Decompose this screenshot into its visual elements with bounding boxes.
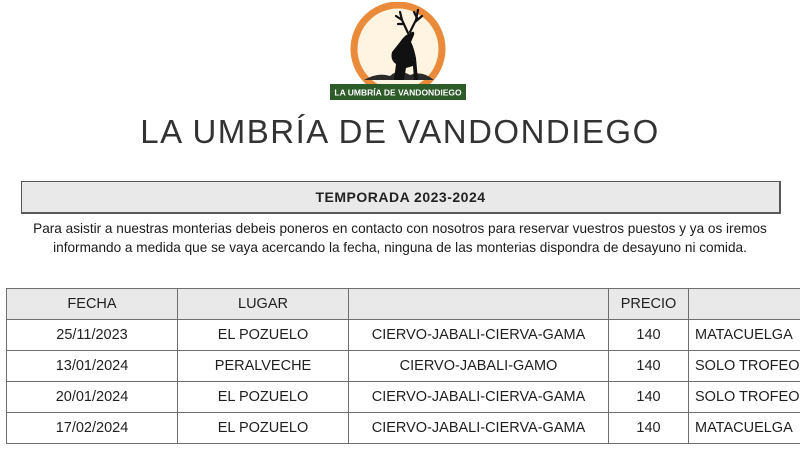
hunt-schedule-table <box>6 288 800 444</box>
logo-graphic <box>318 2 478 106</box>
cell-lugar: EL POZUELO <box>178 320 349 351</box>
table-row <box>7 351 800 382</box>
cell-fecha: 13/01/2024 <box>7 351 178 382</box>
logo-band-text: LA UMBRÍA DE VANDONDIEGO <box>334 87 462 98</box>
table-row <box>7 382 800 413</box>
cell-fecha: 17/02/2024 <box>7 413 178 444</box>
season-label: TEMPORADA 2023-2024 <box>315 189 486 205</box>
cell-fecha: 20/01/2024 <box>7 382 178 413</box>
cell-lugar: EL POZUELO <box>178 382 349 413</box>
cell-type: MATACUELGA <box>689 413 800 444</box>
header-lugar: LUGAR <box>178 289 349 320</box>
cell-species: CIERVO-JABALI-CIERVA-GAMA <box>349 382 609 413</box>
cell-lugar: PERALVECHE <box>178 351 349 382</box>
cell-lugar: EL POZUELO <box>178 413 349 444</box>
cell-precio: 140 <box>609 382 689 413</box>
cell-type: MATACUELGA <box>689 320 800 351</box>
cell-precio: 140 <box>609 320 689 351</box>
logo <box>318 2 478 106</box>
cell-species: CIERVO-JABALI-CIERVA-GAMA <box>349 320 609 351</box>
season-banner <box>21 181 781 214</box>
table-row <box>7 413 800 444</box>
cell-type: SOLO TROFEO <box>689 382 800 413</box>
cell-species: CIERVO-JABALI-GAMO <box>349 351 609 382</box>
cell-species: CIERVO-JABALI-CIERVA-GAMA <box>349 413 609 444</box>
cell-fecha: 25/11/2023 <box>7 320 178 351</box>
cell-precio: 140 <box>609 413 689 444</box>
page-title: LA UMBRÍA DE VANDONDIEGO <box>140 113 660 150</box>
header-precio: PRECIO <box>609 289 689 320</box>
header-type <box>689 289 800 320</box>
cell-precio: 140 <box>609 351 689 382</box>
header-fecha: FECHA <box>7 289 178 320</box>
table-header-row <box>7 289 800 320</box>
intro-paragraph: Para asistir a nuestras monterias debeis poneros en contacto con nosotros para reservar vuestros puestos y ya os iremos informando a medida que se vaya acercando la fecha, ninguna de las monterias dispondra de desayuno ni comida. <box>33 221 767 255</box>
header-species <box>349 289 609 320</box>
cell-type: SOLO TROFEO <box>689 351 800 382</box>
table-row <box>7 320 800 351</box>
